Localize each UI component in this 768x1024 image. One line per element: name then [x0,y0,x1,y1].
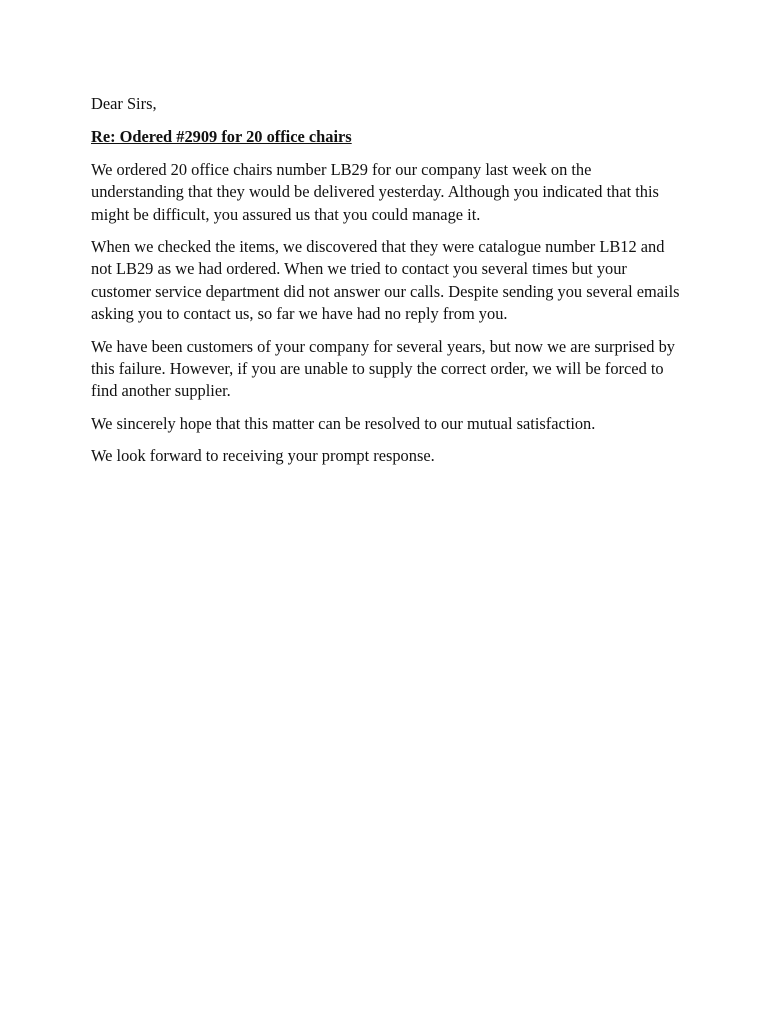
paragraph-resolution-hope: We sincerely hope that this matter can be resolved to our mutual satisfaction. [91,413,596,433]
paragraph-customer-history: We have been customers of your company for several years, but now we are surprised by this failure. However, if you are unable to supply the correct order, we will be forced to find another supplier. [91,336,675,401]
letter-body [91,93,681,478]
paragraph-wrong-items: When we checked the items, we discovered that they were catalogue number LB12 and not LB29 as we had ordered. When we tried to contact you several times but your customer service department did not answer our calls. Despite sending you several emails asking you to contact us, so far we have had no reply from you. [91,237,680,324]
salutation: Dear Sirs, [91,94,157,113]
paragraph-closing: We look forward to receiving your prompt response. [91,446,435,466]
paragraph-order-details: We ordered 20 office chairs number LB29 for our company last week on the understanding that they would be delivered yesterday. Although you indicated that this might be difficult, you assured us that you could manage it. [91,159,659,224]
subject-line: Re: Odered #2909 for 20 office chairs [91,127,352,147]
